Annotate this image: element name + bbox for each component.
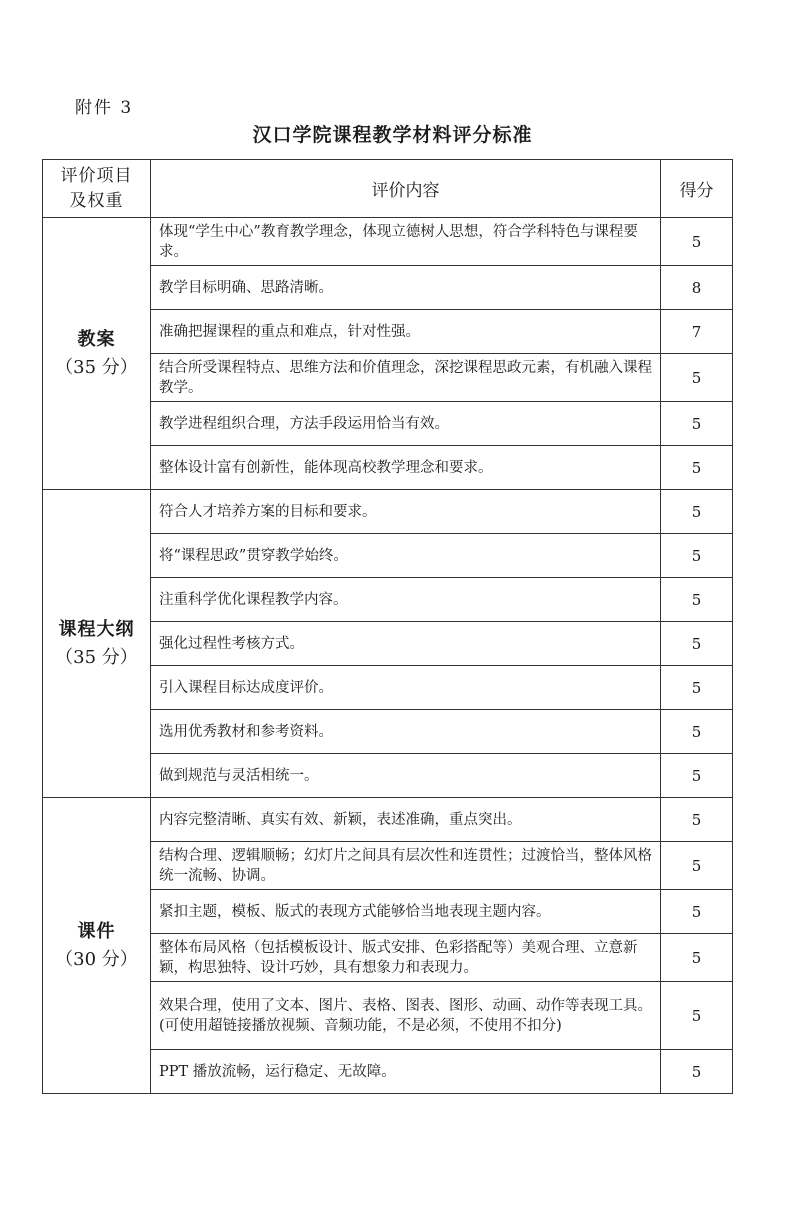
criterion-score: 5 <box>661 354 733 402</box>
category-weight: （30 分） <box>55 948 138 970</box>
category-cell <box>43 798 151 1094</box>
criterion-text: 做到规范与灵活相统一。 <box>151 754 661 798</box>
criterion-text: 体现“学生中心”教育教学理念，体现立德树人思想，符合学科特色与课程要求。 <box>151 218 661 266</box>
header-row <box>43 160 733 218</box>
criterion-text: 整体布局风格（包括模板设计、版式安排、色彩搭配等）美观合理、立意新颖，构思独特、设计巧妙，具有想象力和表现力。 <box>151 934 661 982</box>
criterion-score: 7 <box>661 310 733 354</box>
criterion-score: 8 <box>661 266 733 310</box>
criterion-score: 5 <box>661 710 733 754</box>
header-item-weight <box>43 160 151 218</box>
criterion-text: 紧扣主题，模板、版式的表现方式能够恰当地表现主题内容。 <box>151 890 661 934</box>
criterion-text: 选用优秀教材和参考资料。 <box>151 710 661 754</box>
criterion-text: 引入课程目标达成度评价。 <box>151 666 661 710</box>
criterion-score: 5 <box>661 666 733 710</box>
criterion-text: PPT 播放流畅，运行稳定、无故障。 <box>151 1050 661 1094</box>
criterion-score: 5 <box>661 578 733 622</box>
criterion-score: 5 <box>661 890 733 934</box>
criterion-text: 教学进程组织合理，方法手段运用恰当有效。 <box>151 402 661 446</box>
table-row <box>43 798 733 842</box>
criterion-score: 5 <box>661 534 733 578</box>
header-item-line1: 评价项目 <box>60 165 133 186</box>
criterion-text: 整体设计富有创新性，能体现高校教学理念和要求。 <box>151 446 661 490</box>
header-content: 评价内容 <box>151 160 661 218</box>
table-row <box>43 490 733 534</box>
criterion-text: 效果合理，使用了文本、图片、表格、图表、图形、动画、动作等表现工具。(可使用超链接播放视频、音频功能，不是必须，不使用不扣分) <box>151 982 661 1050</box>
rubric-body <box>43 218 733 1094</box>
criterion-score: 5 <box>661 934 733 982</box>
category-cell <box>43 218 151 490</box>
category-cell <box>43 490 151 798</box>
rubric-table <box>42 159 733 1094</box>
criterion-text: 结合所受课程特点、思维方法和价值理念，深挖课程思政元素，有机融入课程教学。 <box>151 354 661 402</box>
category-name: 课程大纲 <box>58 618 135 640</box>
category-name: 课件 <box>77 920 116 942</box>
criterion-text: 结构合理、逻辑顺畅；幻灯片之间具有层次性和连贯性；过渡恰当，整体风格统一流畅、协调。 <box>151 842 661 890</box>
criterion-score: 5 <box>661 982 733 1050</box>
header-item-line2: 及权重 <box>69 190 124 211</box>
header-score: 得分 <box>661 160 733 218</box>
attachment-label: 附件 3 <box>75 98 134 118</box>
criterion-text: 教学目标明确、思路清晰。 <box>151 266 661 310</box>
category-weight: （35 分） <box>55 646 138 668</box>
criterion-score: 5 <box>661 218 733 266</box>
criterion-text: 注重科学优化课程教学内容。 <box>151 578 661 622</box>
document-title: 汉口学院课程教学材料评分标准 <box>252 124 533 146</box>
table-row <box>43 218 733 266</box>
criterion-text: 内容完整清晰、真实有效、新颖，表述准确，重点突出。 <box>151 798 661 842</box>
criterion-score: 5 <box>661 490 733 534</box>
criterion-score: 5 <box>661 1050 733 1094</box>
criterion-score: 5 <box>661 622 733 666</box>
criterion-text: 符合人才培养方案的目标和要求。 <box>151 490 661 534</box>
criterion-score: 5 <box>661 798 733 842</box>
criterion-score: 5 <box>661 842 733 890</box>
criterion-text: 强化过程性考核方式。 <box>151 622 661 666</box>
criterion-score: 5 <box>661 402 733 446</box>
criterion-score: 5 <box>661 754 733 798</box>
category-weight: （35 分） <box>55 356 138 378</box>
criterion-text: 将“课程思政”贯穿教学始终。 <box>151 534 661 578</box>
criterion-text: 准确把握课程的重点和难点，针对性强。 <box>151 310 661 354</box>
category-name: 教案 <box>77 328 116 350</box>
criterion-score: 5 <box>661 446 733 490</box>
